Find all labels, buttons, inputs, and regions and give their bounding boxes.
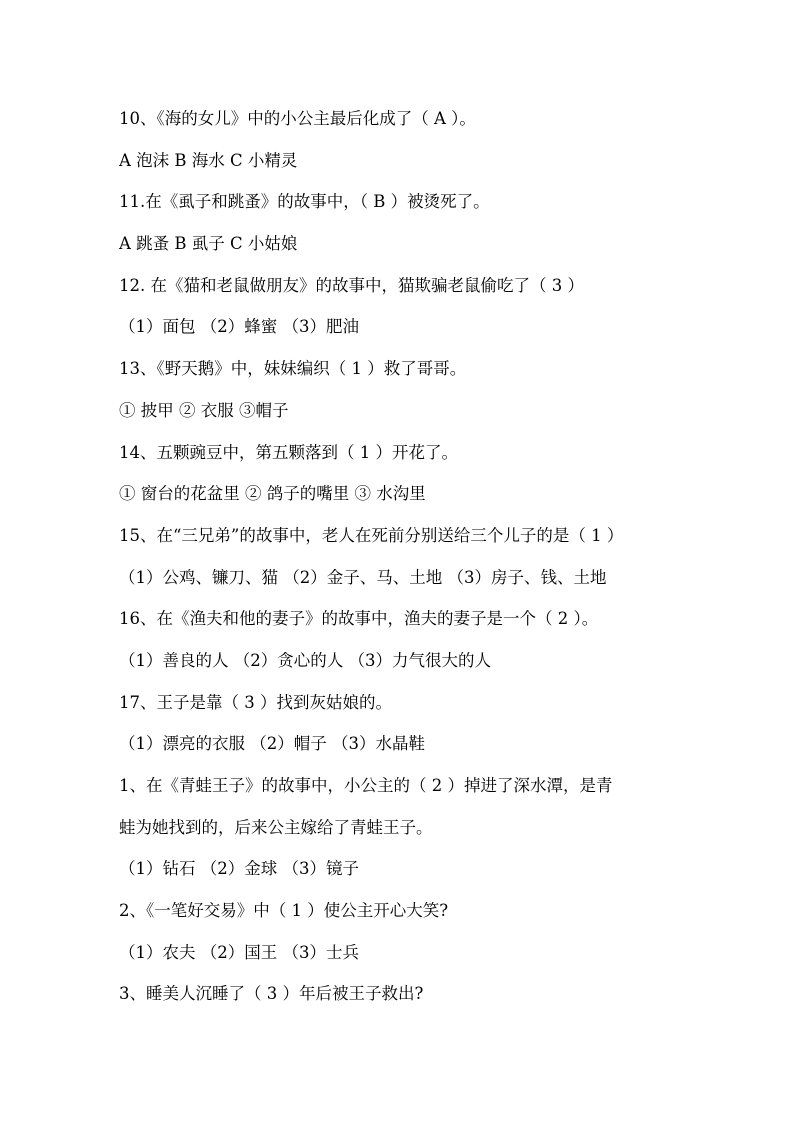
options-12: （1）面包 （2）蜂蜜 （3）肥油 bbox=[119, 317, 359, 337]
options-16: （1）善良的人 （2）贪心的人 （3）力气很大的人 bbox=[119, 650, 491, 670]
question-16: 16、在《渔夫和他的妻子》的故事中，渔夫的妻子是一个（ 2 ）。 bbox=[119, 609, 599, 629]
question-11: 11.在《虱子和跳蚤》的故事中，（ B ）被烫死了。 bbox=[119, 192, 490, 212]
options-14: ① 窗台的花盆里 ② 鸽子的嘴里 ③ 水沟里 bbox=[119, 484, 426, 504]
options-13: ① 披甲 ② 衣服 ③帽子 bbox=[119, 400, 289, 420]
question-17: 17、王子是靠（ 3 ）找到灰姑娘的。 bbox=[119, 692, 392, 712]
question-13: 13、《野天鹅》中，妹妹编织（ 1 ）救了哥哥。 bbox=[119, 359, 467, 379]
question-12: 12. 在《猫和老鼠做朋友》的故事中，猫欺骗老鼠偷吃了（ 3 ） bbox=[119, 275, 584, 295]
question-15: 15、在“三兄弟”的故事中，老人在死前分别送给三个儿子的是（ 1 ） bbox=[119, 525, 624, 545]
options-10: A 泡沫 B 海水 C 小精灵 bbox=[119, 150, 298, 170]
question-14: 14、五颗豌豆中，第五颗落到（ 1 ）开花了。 bbox=[119, 442, 458, 462]
options-15: （1）公鸡、镰刀、猫 （2）金子、马、土地 （3）房子、钱、土地 bbox=[119, 567, 607, 587]
question-2: 2、《一笔好交易》中（ 1 ）使公主开心大笑? bbox=[119, 901, 449, 921]
question-list bbox=[119, 103, 699, 1020]
question-10: 10、《海的女儿》中的小公主最后化成了（ A ）。 bbox=[119, 109, 476, 128]
question-3: 3、睡美人沉睡了（ 3 ）年后被王子救出? bbox=[119, 984, 424, 1004]
options-11: A 跳蚤 B 虱子 C 小姑娘 bbox=[119, 234, 298, 254]
options-2: （1）农夫 （2）国王 （3）士兵 bbox=[119, 942, 359, 962]
question-1-part-2: 蛙为她找到的，后来公主嫁给了青蛙王子。 bbox=[119, 817, 433, 837]
options-1: （1）钻石 （2）金球 （3）镜子 bbox=[119, 859, 359, 879]
options-17: （1）漂亮的衣服 （2）帽子 （3）水晶鞋 bbox=[119, 734, 425, 754]
question-1-part-1: 1、在《青蛙王子》的故事中，小公主的（ 2 ）掉进了深水潭，是青 bbox=[119, 776, 613, 795]
